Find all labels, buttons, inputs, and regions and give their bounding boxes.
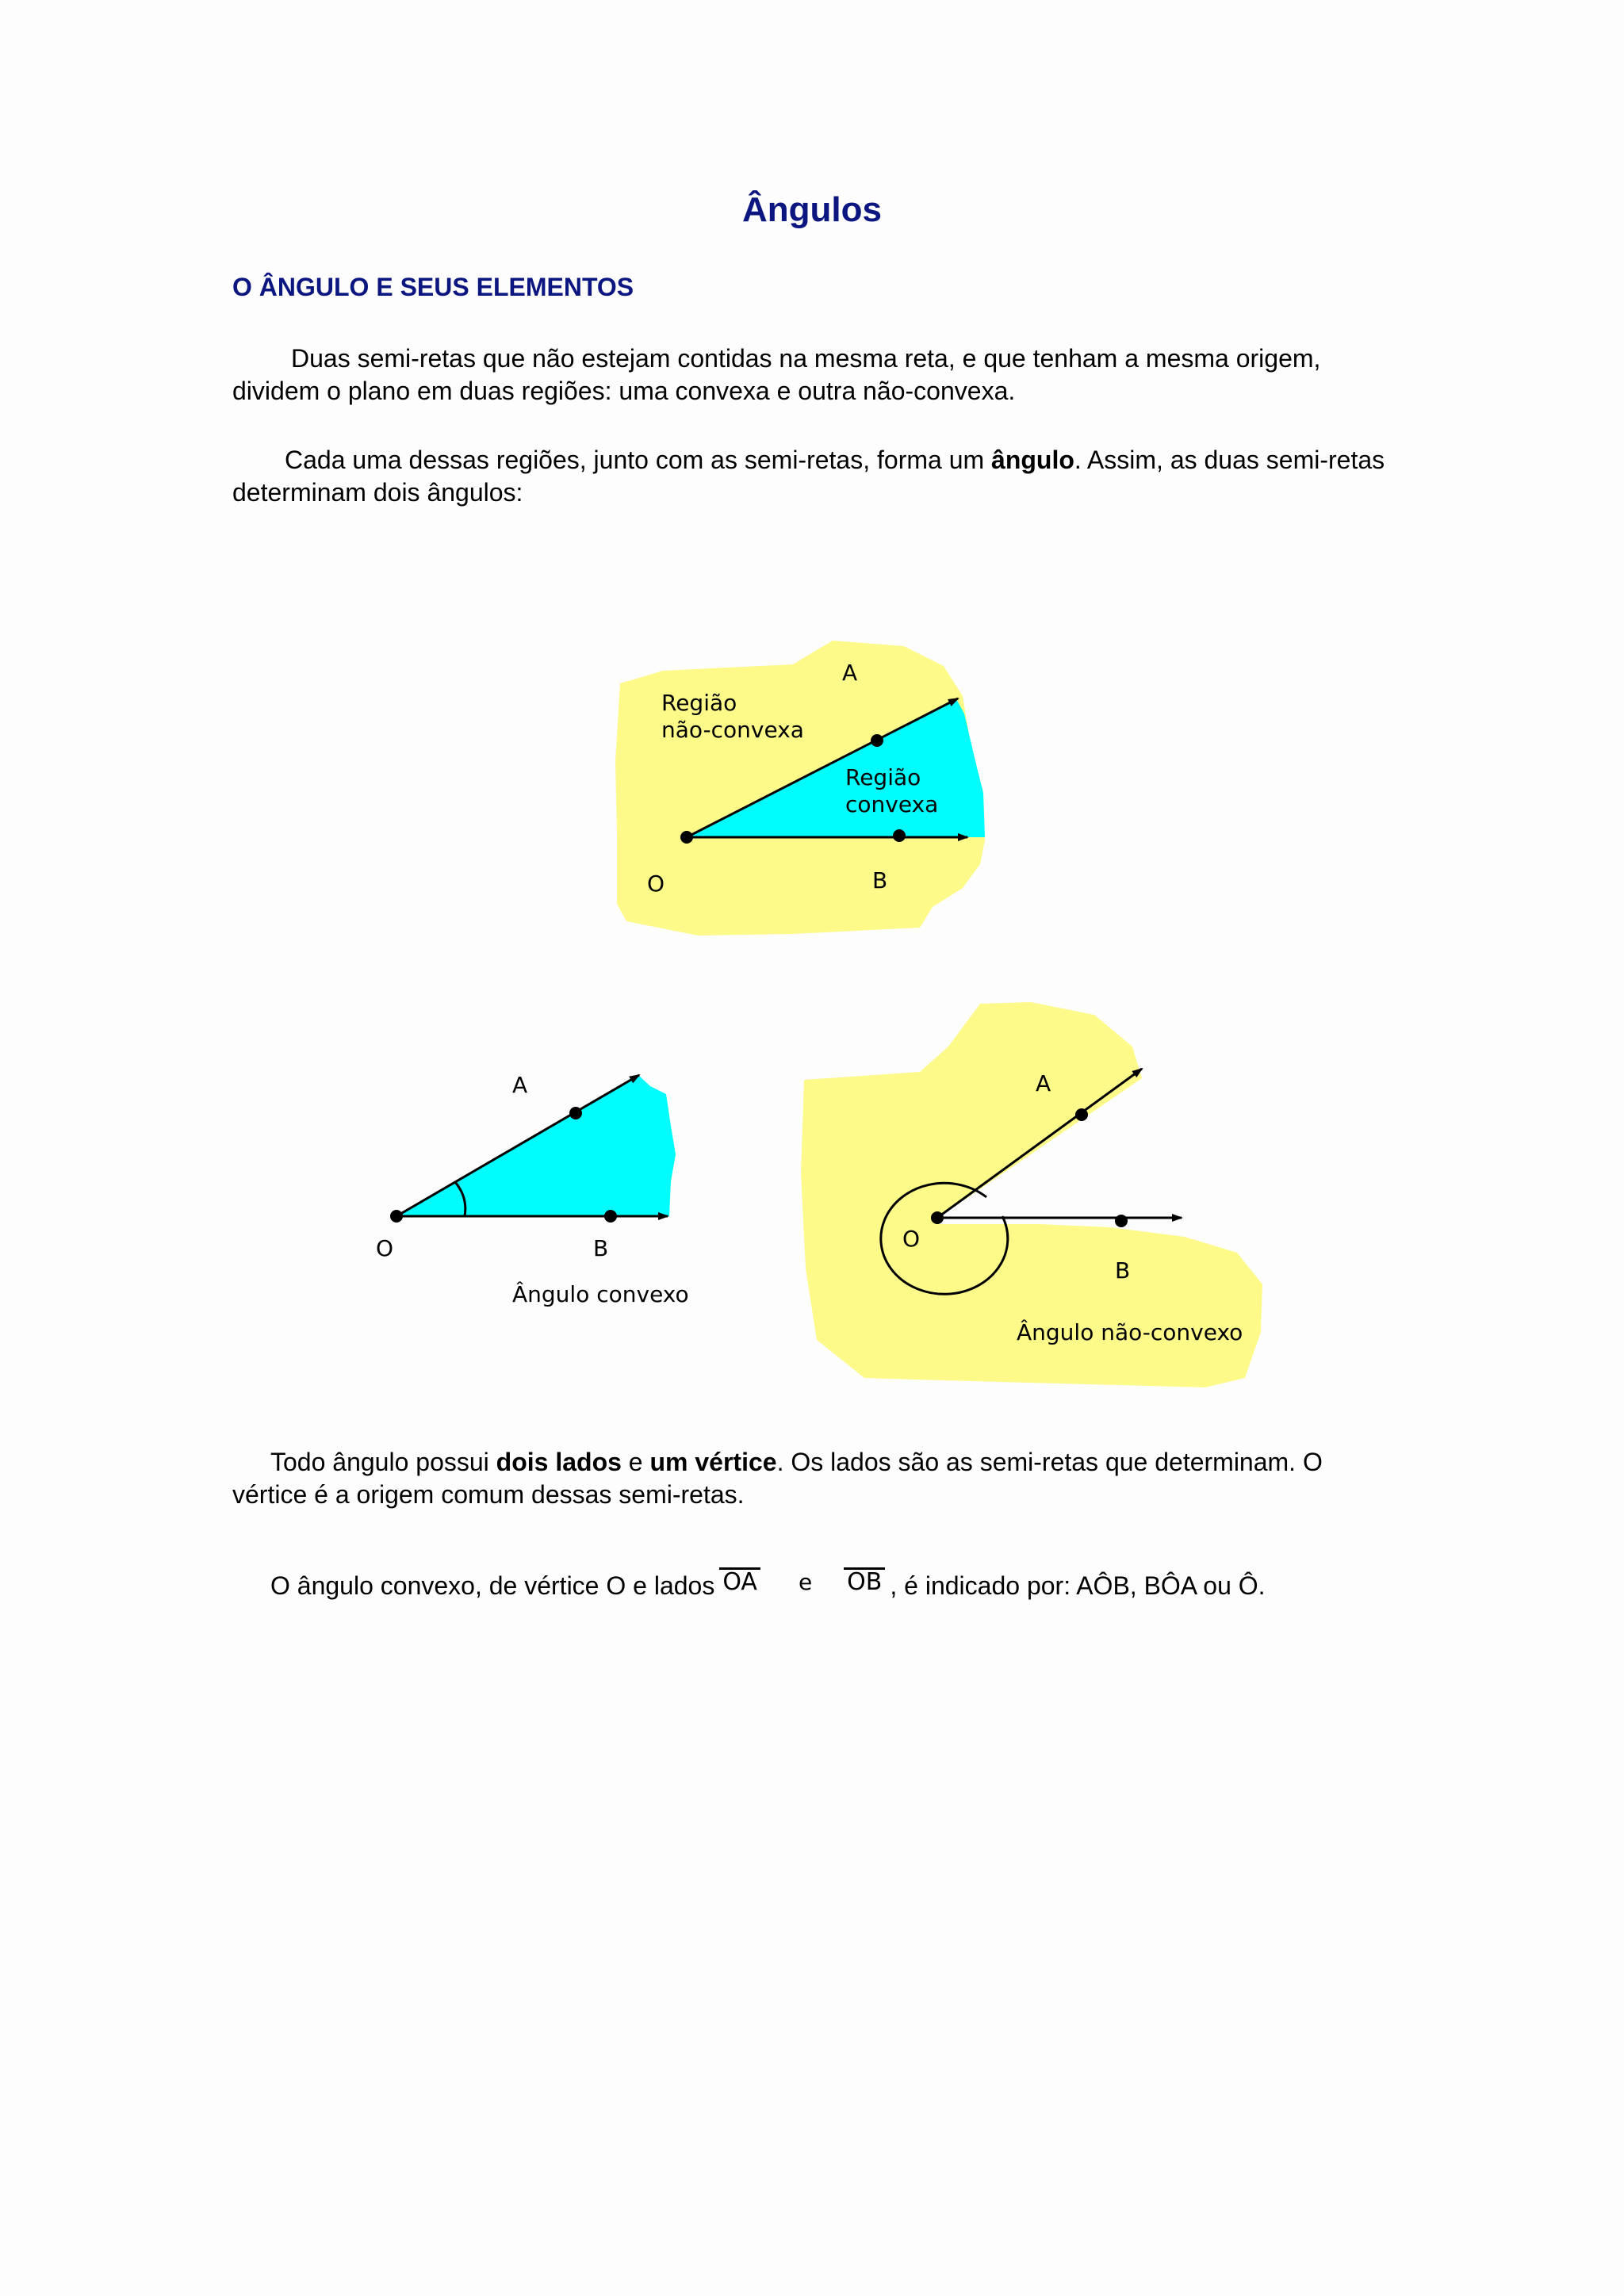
label-o: O (647, 871, 665, 897)
label-region-nonconvex-1: Região (661, 690, 737, 716)
paragraph-sides-vertex (232, 1446, 1398, 1511)
text: , é indicado por: AÔB, BÔA ou Ô. (890, 1571, 1266, 1600)
point-a-dot (1075, 1108, 1088, 1121)
text: e (621, 1448, 650, 1476)
label-region-convex-1: Região (845, 764, 921, 790)
vertex-o-dot (931, 1211, 944, 1224)
bold-term-dois-lados: dois lados (496, 1448, 622, 1476)
label-a: A (1036, 1070, 1051, 1096)
page-title: Ângulos (742, 190, 882, 229)
convex-angle-fill (396, 1075, 676, 1216)
paragraph-definition: Duas semi-retas que não estejam contidas na mesma reta, e que tenham a mesma origem, dividem o plano em duas regiões: uma convexa e outra não-convexa. (232, 344, 1321, 405)
text: Cada uma dessas regiões, junto com as semi-retas, forma um (285, 446, 992, 474)
conjunction: e (798, 1569, 813, 1595)
segment-oa-symbol: OA (719, 1567, 760, 1595)
paragraph-notation (270, 1566, 1266, 1602)
label-o: O (902, 1226, 921, 1252)
label-region-nonconvex-2: não-convexa (661, 717, 804, 743)
point-b-dot (1115, 1215, 1128, 1227)
text: . Os lados são as semi-retas que determinam. O vértice é a origem comum dessas semi-retas. (232, 1448, 1323, 1509)
label-a: A (512, 1072, 528, 1098)
caption-nonconvex-angle: Ângulo não-convexo (1017, 1319, 1243, 1345)
label-b: B (1115, 1257, 1131, 1284)
text: . Assim, as duas semi-retas determinam dois ângulos: (232, 446, 1385, 507)
bold-term-um-vertice: um vértice (649, 1448, 777, 1476)
section-heading: O ÂNGULO E SEUS ELEMENTOS (232, 273, 634, 301)
point-a-dot (569, 1107, 582, 1119)
segment-ob-symbol: OB (844, 1567, 885, 1595)
label-b: B (872, 867, 888, 894)
figure-convex-angle (376, 1072, 689, 1307)
caption-convex-angle: Ângulo convexo (512, 1281, 689, 1307)
text: Todo ângulo possui (270, 1448, 496, 1476)
label-o: O (376, 1235, 394, 1261)
point-a-dot (871, 734, 883, 747)
label-a: A (842, 660, 858, 686)
figure-nonconvex-angle (801, 1002, 1262, 1387)
point-b-dot (893, 829, 906, 842)
figure-regions (615, 641, 985, 936)
vertex-o-dot (680, 831, 693, 844)
text: O ângulo convexo, de vértice O e lados (270, 1571, 715, 1600)
bold-term-angulo: ângulo (991, 446, 1074, 474)
label-b: B (593, 1235, 609, 1261)
label-region-convex-2: convexa (845, 791, 939, 817)
vertex-o-dot (390, 1210, 403, 1223)
point-b-dot (604, 1210, 617, 1223)
